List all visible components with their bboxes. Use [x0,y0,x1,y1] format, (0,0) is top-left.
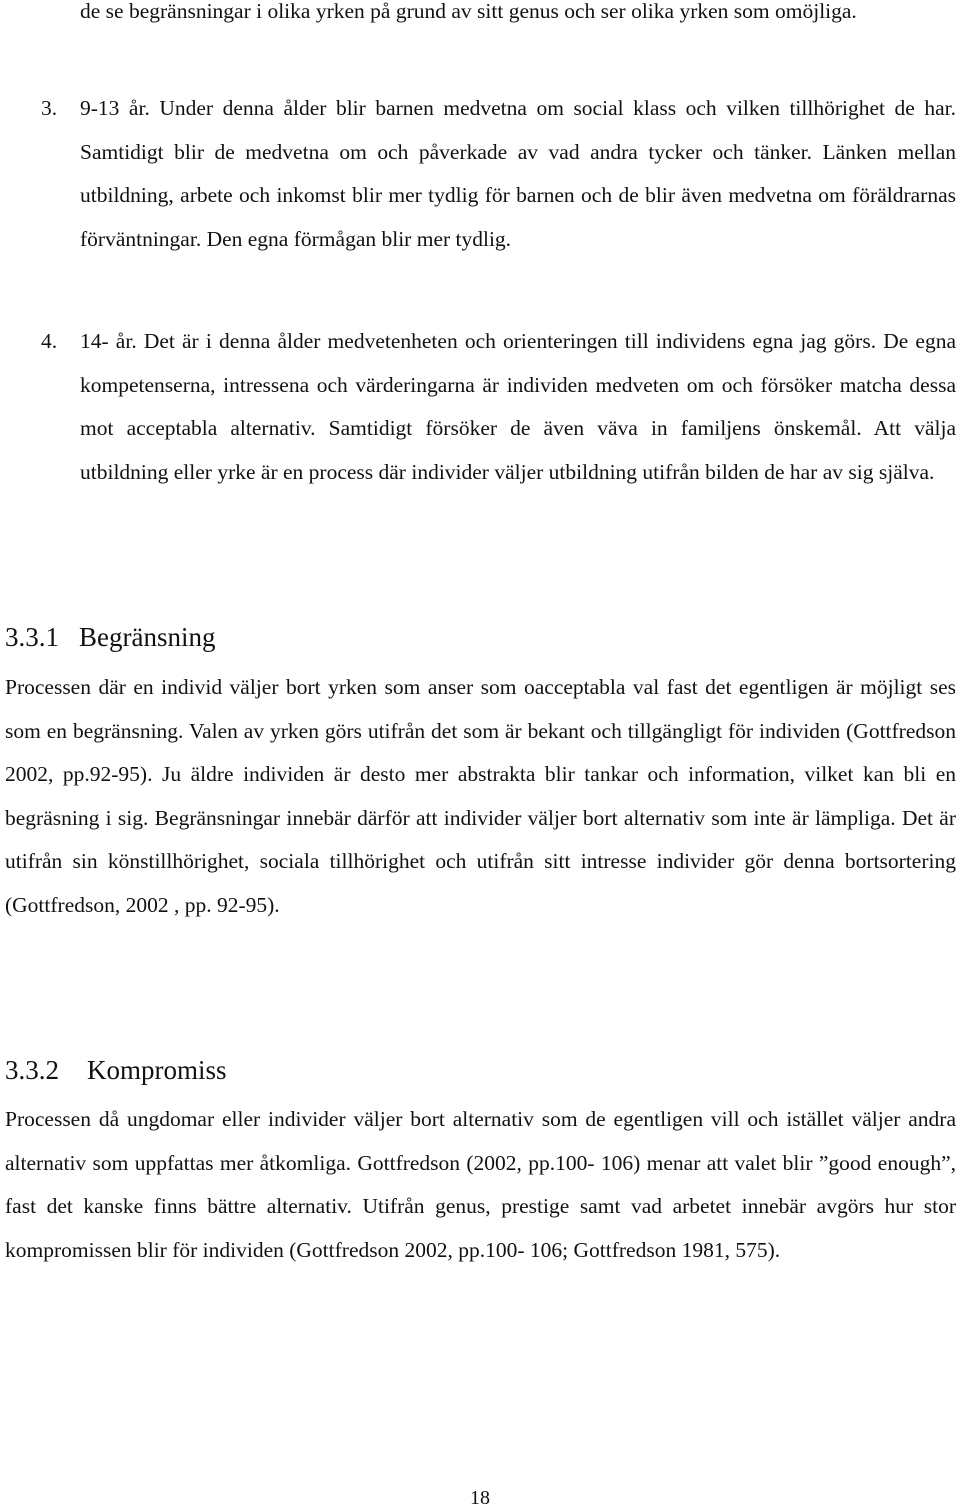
list-continuation-text: de se begränsningar i olika yrken på grund av sitt genus och ser olika yrken som omöjliga. [80,0,857,23]
section-heading [5,620,215,654]
section-paragraph: Processen då ungdomar eller individer väljer bort alternativ som de egentligen vill och istället väljer andra alternativ som uppfattas mer åtkomliga. Gottfredson (2002, pp.100- 106) menar att valet blir ”good enough”, fast det kanske finns bättre alternativ. Utifrån genus, prestige samt vad arbetet innebär avgörs hur stor kompromissen blir för individen (Gottfredson 2002, pp.100- 106; Gottfredson 1981, 575). [5,1107,956,1262]
list-item-number: 3. [41,96,58,120]
page-number: 18 [470,1487,490,1509]
section-number: 3.3.1 [5,622,59,652]
list-item-number: 4. [41,329,58,353]
list-item-text: 9-13 år. Under denna ålder blir barnen medvetna om social klass och vilken tillhörighet de har. Samtidigt blir de medvetna om och påverkade av vad andra tycker och tänker. Länken mellan utbildning, arbete och inkomst blir mer tydlig för barnen och de blir även medvetna om föräldrarnas förväntningar. Den egna förmågan blir mer tydlig. [80,96,956,251]
section-title: Kompromiss [87,1055,227,1085]
section-heading [5,1053,227,1087]
list-item-text: 14- år. Det är i denna ålder medvetenheten och orienteringen till individens egna jag görs. De egna kompetenserna, intressena och värderingarna är individen medveten om och försöker matcha dessa mot acceptabla alternativ. Samtidigt försöker de även väva in familjens önskemål. Att välja utbildning eller yrke är en process där individer väljer utbildning utifrån bilden de har av sig själva. [80,329,956,484]
section-number: 3.3.2 [5,1055,59,1085]
section-title: Begränsning [79,622,216,652]
section-paragraph: Processen där en individ väljer bort yrken som anser som oacceptabla val fast det egentligen är möjligt ses som en begränsning. Valen av yrken görs utifrån det som är bekant och tillgängligt för individen (Gottfredson 2002, pp.92-95). Ju äldre individen är desto mer abstrakta blir tankar och information, vilket kan bli en begräsning i sig. Begränsningar innebär därför att individer väljer bort alternativ som inte är lämpliga. Det är utifrån sin könstillhörighet, sociala tillhörighet och utifrån sitt intresse individer gör denna bortsortering (Gottfredson, 2002 , pp. 92-95). [5,675,956,917]
